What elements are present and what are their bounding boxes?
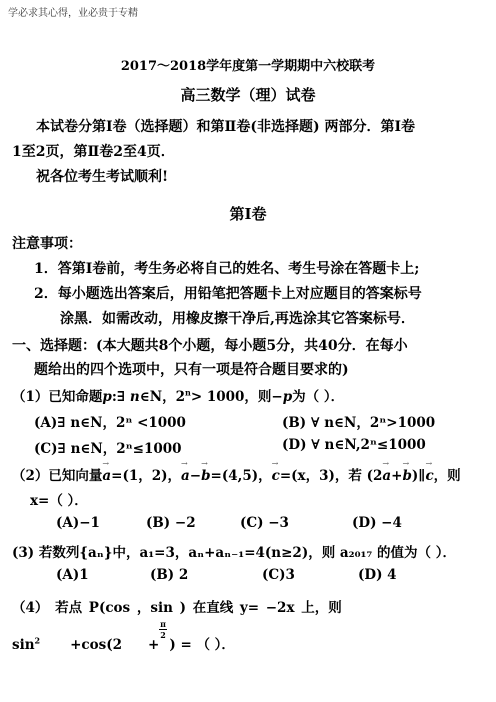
q3-option-c: (C)3 — [262, 567, 295, 583]
q2-option-c: (C) −3 — [240, 515, 289, 531]
note-2-line-2: 涂黑．如需改动，用橡皮擦干净后,再选涂其它答案标号． — [60, 311, 415, 327]
q1-option-c: (C)∃ n∈N，2ⁿ≤1000 — [34, 441, 182, 457]
note-2-line-1: 2．每小题选出答案后，用铅笔把答题卡上对应题目的答案标号 — [34, 286, 422, 302]
q1-option-d: (D) ∀ n∈N,2ⁿ≤1000 — [282, 437, 426, 453]
q1-option-a: (A)∃ n∈N，2ⁿ <1000 — [34, 415, 186, 431]
q4-fraction-pi-over-2 — [159, 619, 167, 640]
paper-title: 高三数学（理）试卷 — [180, 86, 316, 104]
q3-option-a: (A)1 — [56, 567, 89, 583]
fraction-denominator: 2 — [160, 630, 166, 640]
q2-option-d: (D) −4 — [352, 515, 402, 531]
q4-line-2: $\sin^2 +\cos(2$ + ) = （ ）． — [12, 635, 235, 653]
q1-option-b: (B) ∀ n∈N，2ⁿ>1000 — [282, 415, 436, 431]
intro-line-1: 本试卷分第Ⅰ卷（选择题）和第Ⅱ卷(非选择题) 两部分．第Ⅰ卷 — [36, 119, 416, 135]
notes-heading: 注意事项： — [12, 236, 82, 252]
q2-stem: （2）已知向量→ a=(1，2)，→ a−→ b=(4,5)，→ c=(x，3)，若 (2→ a+→ b)∥→ c，则 — [12, 464, 461, 484]
section-title: 第Ⅰ卷 — [229, 205, 267, 223]
note-1: 1．答第Ⅰ卷前，考生务必将自己的姓名、考生号涂在答题卡上; — [34, 261, 420, 277]
exam-title: 2017～2018学年度第一学期期中六校联考 — [120, 59, 376, 74]
q2-option-a: (A)−1 — [56, 515, 100, 531]
q2-option-b: (B) −2 — [146, 515, 196, 531]
intro-line-2: 1至2页，第Ⅱ卷2至4页． — [12, 144, 175, 160]
q1-stem: （1）已知命题p:∃ n∈N，$2^n> 1000$，则−p为（ ）． — [12, 387, 345, 405]
q3-option-d: (D) 4 — [358, 567, 397, 583]
q3-option-b: (B) 2 — [150, 567, 189, 583]
part1-line-1: 一、选择题：(本大题共8个小题，每小题5分，共40分．在每小 — [12, 338, 408, 354]
q4-line-1: （4） 若点 P(cos ，sin ) 在直线 y= −2x 上，则 — [12, 600, 342, 616]
intro-line-3: 祝各位考生考试顺利! — [36, 169, 169, 185]
part1-line-2: 题给出的四个选项中，只有一项是符合题目要求的) — [34, 362, 349, 378]
header-motto: 学必求其心得，业必贵于专精 — [8, 8, 138, 19]
q3-stem: (3) 若数列{aₙ}中，a₁=3，aₙ+aₙ₋₁=4(n≥2)，则 a₂₀₁₇ 的值为（ ）． — [12, 545, 456, 561]
q2-line-2: x=（ ）． — [30, 493, 88, 509]
fraction-numerator: π — [160, 619, 166, 629]
